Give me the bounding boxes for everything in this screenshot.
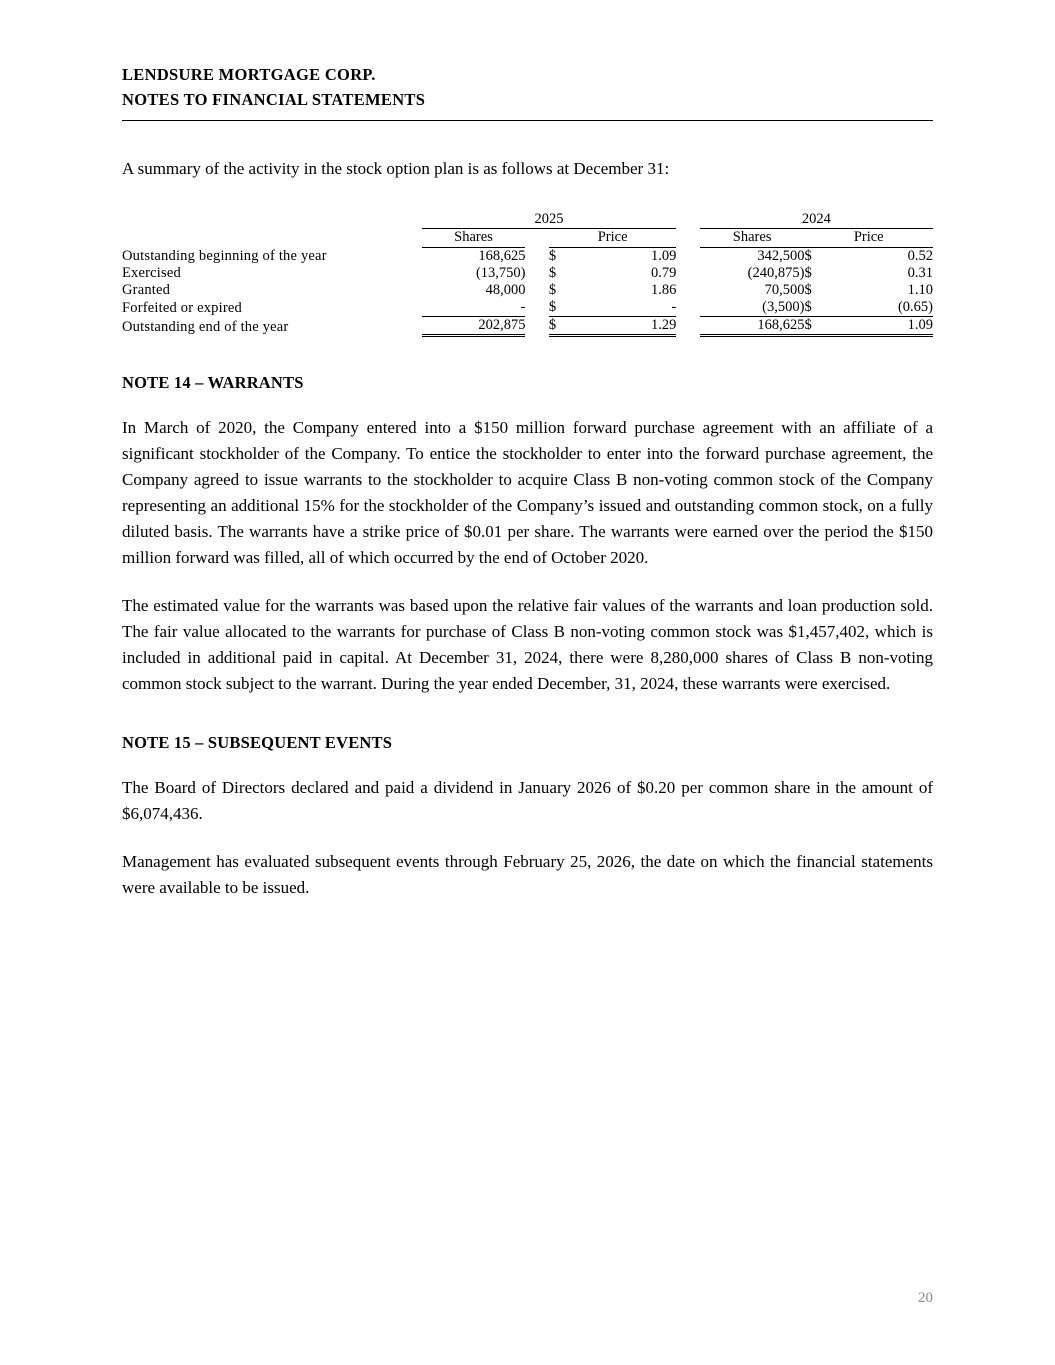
cell-price-2024: (0.65) [897, 299, 933, 315]
row-label: Outstanding beginning of the year [122, 248, 327, 264]
cell-currency-2025: $ [548, 265, 557, 281]
cell-shares-2024: 342,500 [757, 248, 805, 264]
cell-shares-2024: 70,500 [764, 282, 805, 298]
header-divider [122, 120, 933, 121]
table-column-header-row [122, 229, 933, 247]
company-name: LENDSURE MORTGAGE CORP. [122, 65, 376, 84]
intro-paragraph: A summary of the activity in the stock option plan is as follows at December 31: [122, 159, 670, 178]
document-header [122, 62, 933, 121]
cell-price-2024: 0.52 [907, 248, 933, 264]
column-header-price-2025: Price [597, 229, 628, 245]
table-year-header-row [122, 211, 933, 229]
table-row [122, 282, 933, 299]
cell-currency-2024: $ [804, 248, 812, 264]
page-number: 20 [918, 1290, 933, 1306]
cell-price-2025: 0.79 [651, 265, 677, 281]
table-row [122, 265, 933, 282]
row-label: Exercised [122, 265, 181, 281]
cell-price-2024: 1.10 [907, 282, 933, 298]
note-14-heading: NOTE 14 – WARRANTS [122, 373, 304, 392]
cell-price-2025: 1.29 [575, 317, 677, 336]
cell-shares-2024: (3,500) [762, 299, 805, 315]
cell-currency-2025: $ [548, 248, 557, 264]
column-header-price-2024: Price [853, 229, 884, 245]
note-14-paragraph-1: In March of 2020, the Company entered into a $150 million forward purchase agreement with an affiliate of a significant stockholder of the Company. To entice the stockholder to enter into the forward purchase agreement, the Company agreed to issue warrants to the stockholder to acquire Class B non-voting common stock of the Company representing an additional 15% for the stockholder of the Company’s issued and outstanding common stock, on a fully diluted basis. The warrants have a strike price of $0.01 per share. The warrants were earned over the period the $150 million forward was filled, all of which occurred by the end of October 2020. [122, 418, 933, 567]
table-row [122, 248, 933, 266]
cell-shares-2024: (240,875) [747, 265, 805, 281]
cell-currency-2024: $ [804, 299, 812, 315]
cell-price-2025: - [671, 299, 677, 315]
cell-currency-2024: $ [804, 317, 830, 336]
cell-shares-2025: 202,875 [422, 317, 526, 336]
note-15-paragraph-2: Management has evaluated subsequent events through February 25, 2026, the date on which the financial statements were available to be issued. [122, 852, 933, 897]
document-title: NOTES TO FINANCIAL STATEMENTS [122, 90, 426, 109]
year-header-2025: 2025 [422, 211, 677, 229]
note-15-paragraph-1: The Board of Directors declared and paid a dividend in January 2026 of $0.20 per common share in the amount of $6,074,436. [122, 778, 933, 823]
table-total-row [122, 317, 933, 336]
cell-shares-2025: (13,750) [475, 265, 526, 281]
note-14-paragraph-2: The estimated value for the warrants was based upon the relative fair values of the warrants and loan production sold. The fair value allocated to the warrants for purchase of Class B non-voting common stock was $1,457,402, which is included in additional paid in capital. At December 31, 2024, there were 8,280,000 shares of Class B non-voting common stock subject to the warrant. During the year ended December, 31, 2024, these warrants were exercised. [122, 596, 933, 693]
row-label: Outstanding end of the year [122, 318, 289, 335]
row-label: Forfeited or expired [122, 299, 242, 316]
cell-price-2024: 0.31 [907, 265, 933, 281]
cell-price-2024: 1.09 [830, 317, 933, 336]
row-label: Granted [122, 282, 171, 298]
cell-price-2025: 1.09 [651, 248, 677, 264]
cell-currency-2025: $ [548, 282, 557, 298]
cell-shares-2025: 168,625 [478, 248, 526, 264]
year-header-2024: 2024 [700, 211, 933, 229]
table-row [122, 299, 933, 317]
cell-currency-2025: $ [549, 317, 575, 336]
cell-currency-2025: $ [548, 299, 557, 315]
note-15-heading: NOTE 15 – SUBSEQUENT EVENTS [122, 733, 393, 752]
cell-price-2025: 1.86 [651, 282, 677, 298]
column-header-shares-2025: Shares [454, 229, 493, 245]
cell-shares-2025: 48,000 [485, 282, 526, 298]
cell-shares-2025: - [520, 299, 526, 315]
cell-currency-2024: $ [804, 282, 812, 298]
cell-shares-2024: 168,625 [700, 317, 805, 336]
cell-currency-2024: $ [804, 265, 812, 281]
stock-option-activity-table [122, 211, 933, 337]
column-header-shares-2024: Shares [732, 229, 772, 245]
